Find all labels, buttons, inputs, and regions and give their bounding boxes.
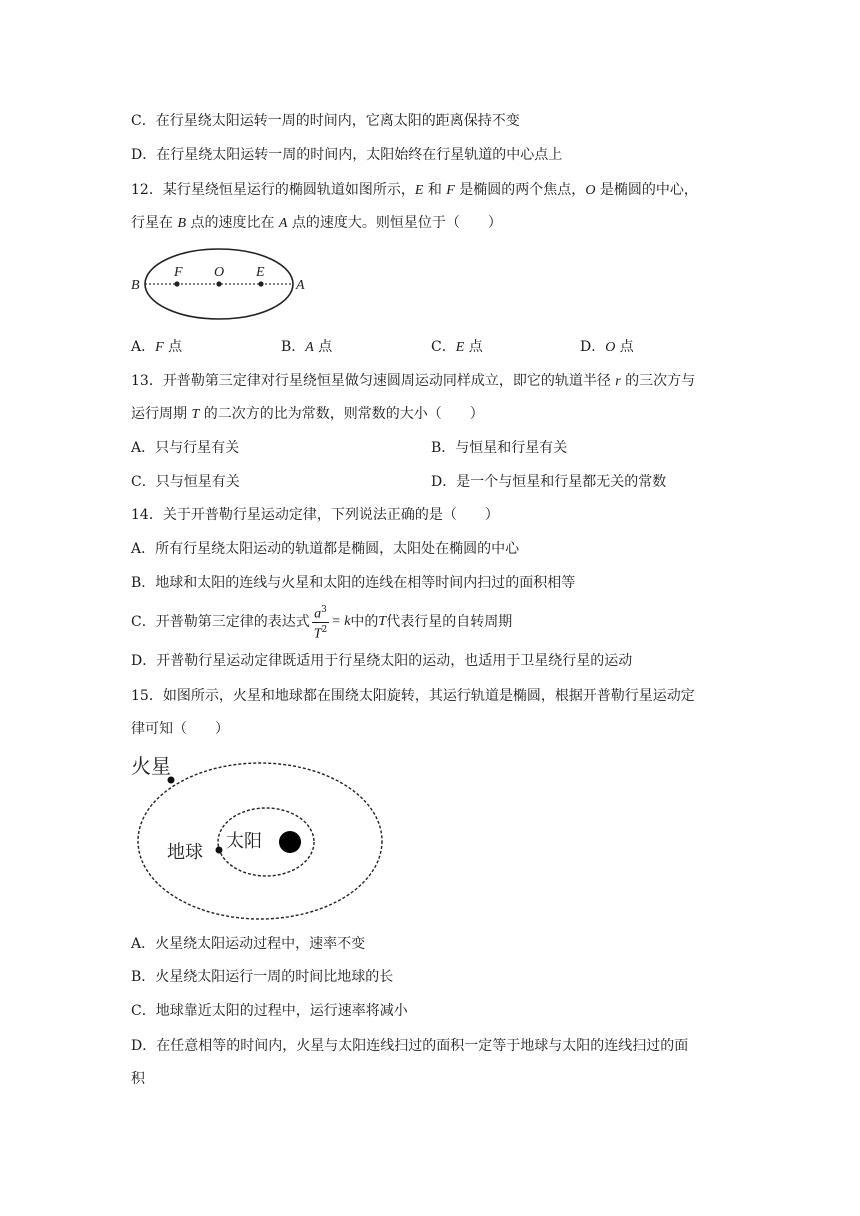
q13-option-d: D．是一个与恒星和行星都无关的常数 [431, 474, 667, 490]
q14-stem: 14．关于开普勒行星运动定律，下列说法正确的是（ ） [131, 507, 499, 523]
q12-text: 12．某行星绕恒星运行的椭圆轨道如图所示， [131, 182, 415, 198]
q13-text: 的二次方的比为常数，则常数的大小（ ） [199, 406, 484, 422]
q12-opt-var: F [155, 340, 164, 355]
center-o-point [216, 281, 221, 286]
q11-option-d: D．在行星绕太阳运转一周的时间内，太阳始终在行星轨道的中心点上 [131, 147, 563, 163]
q12-opt-suffix: 点 [163, 339, 183, 355]
q12-ellipse-figure [125, 245, 325, 325]
q14-text: C．开普勒第三定律的表达式 [131, 614, 310, 630]
label-e: E [256, 265, 265, 280]
q14-option-a: A．所有行星绕太阳运动的轨道都是椭圆，太阳处在椭圆的中心 [131, 541, 520, 557]
q15-option-d-line1: D．在任意相等的时间内，火星与太阳连线扫过的面积一定等于地球与太阳的连线扫过的面 [131, 1038, 689, 1054]
focus-f-point [174, 281, 179, 286]
q12-var-b: B [177, 216, 187, 231]
q12-stem-line2 [131, 213, 502, 234]
q12-option-d [580, 337, 634, 358]
formula-exp: 2 [321, 624, 328, 635]
focus-e-point [258, 281, 263, 286]
q12-text: 是椭圆的两个焦点， [454, 182, 586, 198]
q13-var-t: T [191, 407, 200, 422]
q13-var-r: r [615, 374, 621, 389]
q13-text: 的三次方与 [620, 373, 696, 389]
q12-text: 点的速度大。则恒星位于（ ） [287, 215, 502, 231]
earth-dot [216, 847, 223, 854]
q12-opt-prefix: A． [131, 339, 156, 355]
q13-option-b: B．与恒星和行星有关 [431, 440, 568, 456]
q15-option-d-line2: 积 [131, 1071, 145, 1087]
formula-equals-k: = k [331, 614, 351, 629]
sun-label: 太阳 [226, 831, 262, 851]
q14-option-d: D．开普勒行星运动定律既适用于行星绕太阳的运动，也适用于卫星绕行星的运动 [131, 653, 633, 669]
q11-option-c: C．在行星绕太阳运转一周的时间内，它离太阳的距离保持不变 [131, 113, 520, 129]
q13-text: 运行周期 [131, 406, 192, 422]
q12-opt-prefix: D． [580, 339, 606, 355]
q12-opt-prefix: B． [281, 339, 306, 355]
q12-var-f: F [446, 183, 455, 198]
q15-stem-line1: 15．如图所示，火星和地球都在围绕太阳旋转，其运行轨道是椭圆，根据开普勒行星运动定 [131, 688, 695, 704]
label-b: B [131, 278, 140, 293]
formula-t: T [313, 626, 322, 642]
q12-opt-var: E [455, 340, 465, 355]
q12-var-o: O [585, 183, 596, 198]
q12-var-e: E [414, 183, 424, 198]
sun-disc [279, 831, 301, 853]
q13-stem-line1 [131, 371, 695, 392]
q15-orbit-figure [125, 746, 395, 926]
q15-stem-line2: 律可知（ ） [131, 721, 229, 737]
q12-opt-prefix: C． [431, 339, 456, 355]
q12-option-c [431, 337, 483, 358]
q14-var-t: T [378, 614, 387, 629]
q12-var-a: A [278, 216, 288, 231]
q12-opt-suffix: 点 [615, 339, 634, 355]
q12-opt-suffix: 点 [313, 339, 333, 355]
q12-option-a [131, 337, 182, 358]
formula-exp: 3 [321, 604, 327, 615]
q12-opt-var: O [605, 340, 616, 355]
q13-text: 13．开普勒第三定律对行星绕恒星做匀速圆周运动同样成立，即它的轨道半径 [131, 373, 616, 389]
q12-text: 和 [423, 182, 447, 198]
q14-text: 代表行星的自转周期 [386, 614, 513, 630]
kepler-formula [312, 603, 330, 641]
q13-stem-line2 [131, 404, 484, 425]
q12-option-b [281, 337, 332, 358]
q12-text: 点的速度比在 [186, 215, 279, 231]
q15-option-b: B．火星绕太阳运行一周的时间比地球的长 [131, 969, 394, 985]
label-a: A [296, 278, 305, 293]
label-o: O [214, 265, 225, 280]
label-f: F [174, 265, 183, 280]
q12-stem-line1 [131, 180, 698, 201]
q12-text: 行星在 [131, 215, 178, 231]
q15-option-c: C．地球靠近太阳的过程中，运行速率将减小 [131, 1003, 408, 1019]
q12-opt-var: A [305, 340, 314, 355]
q12-opt-suffix: 点 [464, 339, 483, 355]
q13-option-a: A．只与行星有关 [131, 440, 240, 456]
formula-a: a [314, 606, 322, 622]
q15-option-a: A．火星绕太阳运动过程中，速率不变 [131, 936, 366, 952]
q13-option-c: C．只与恒星有关 [131, 474, 240, 490]
q14-option-b: B．地球和太阳的连线与火星和太阳的连线在相等时间内扫过的面积相等 [131, 575, 576, 591]
mars-label: 火星 [131, 756, 171, 778]
q12-text: 是椭圆的中心， [595, 182, 698, 198]
q14-option-c [131, 604, 512, 640]
earth-label: 地球 [167, 842, 203, 862]
q14-text: 中的 [350, 614, 379, 630]
